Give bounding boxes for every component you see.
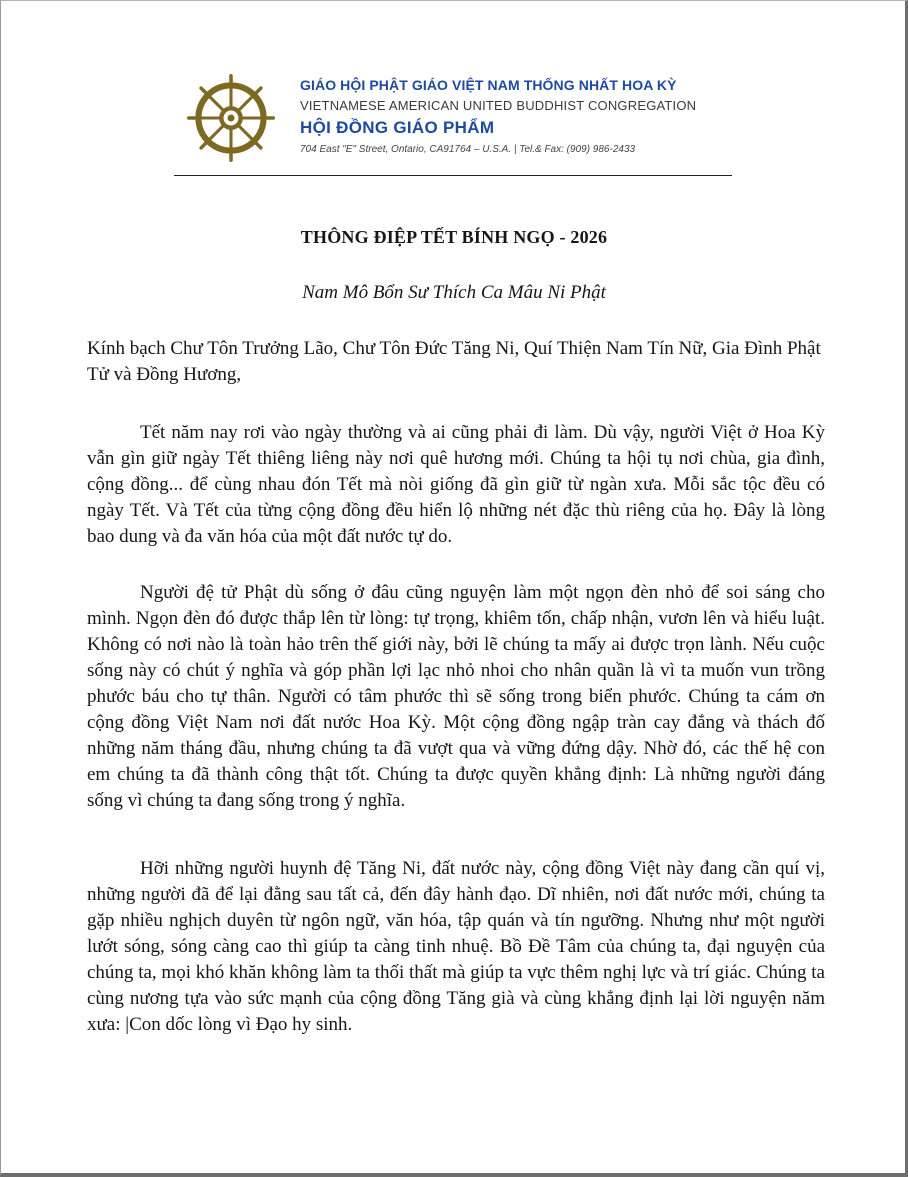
paragraph: Tết năm nay rơi vào ngày thường và ai cũng phải đi làm. Dù vậy, người Việt ở Hoa Kỳ vẫn gìn giữ ngày Tết thiêng liêng này nơi quê hương mới. Chúng ta hội tụ nơi chùa, gia đình, cộng đồng... để cùng nhau đón Tết mà nòi giống đã gìn giữ từ ngàn xưa. Mỗi sắc tộc đều có ngày Tết. Và Tết của từng cộng đồng đều hiển lộ những nét đặc thù riêng của họ. Đây là lòng bao dung và đa văn hóa của một đất nước tự do. xyxy=(87,422,825,547)
council-name: HỘI ĐỒNG GIÁO PHẨM xyxy=(300,118,495,137)
dharma-wheel-icon xyxy=(187,74,275,162)
paragraph: Người đệ tử Phật dù sống ở đâu cũng nguyện làm một ngọn đèn nhỏ để soi sáng cho mình. Ngọn đèn đó được thắp lên từ lòng: tự trọng, khiêm tốn, chấp nhận, vươn lên và hiểu luật. Không có nơi nào là toàn hảo trên thế giới này, bởi lẽ chúng ta mấy ai được trọn lành. Nếu cuộc sống này có chút ý nghĩa và góp phần lợi lạc nhỏ nhoi cho nhân quần là vì ta muốn vun trồng phước báu cho tự thân. Người có tâm phước thì sẽ sống trong biển phước. Chúng ta cám ơn cộng đồng Việt Nam nơi đất nước Hoa Kỳ. Một cộng đồng ngập tràn cay đắng và thách đố những năm tháng đầu, nhưng chúng ta đã vượt qua và vững đứng dậy. Nhờ đó, các thế hệ con em chúng ta đã thành công thật tốt. Chúng ta được quyền khẳng định: Là những người đáng sống vì chúng ta đang sống trong ý nghĩa. xyxy=(87,582,825,811)
invocation: Nam Mô Bổn Sư Thích Ca Mâu Ni Phật xyxy=(302,282,606,303)
letterhead xyxy=(300,77,696,155)
paragraph: Hỡi những người huynh đệ Tăng Ni, đất nước này, cộng đồng Việt này đang cần quí vị, những người đã để lại đằng sau tất cả, đến đây hành đạo. Dĩ nhiên, nơi đất nước mới, chúng ta gặp nhiều nghịch duyên từ ngôn ngữ, văn hóa, tập quán và tín ngưỡng. Nhưng như một người lướt sóng, sóng càng cao thì giúp ta càng tinh nhuệ. Bồ Đề Tâm của chúng ta, đại nguyện của chúng ta, mọi khó khăn không làm ta thối thất mà giúp ta vực thêm nghị lực và trí giác. Chúng ta cùng nương tựa vào sức mạnh của cộng đồng Tăng già và cùng khẳng định lại lời nguyện năm xưa: |Con dốc lòng vì Đạo hy sinh. xyxy=(87,858,825,1035)
org-address: 704 East "E" Street, Ontario, CA91764 – U.S.A. | Tel.& Fax: (909) 986-2433 xyxy=(300,144,636,155)
org-name-english: VIETNAMESE AMERICAN UNITED BUDDHIST CONGREGATION xyxy=(300,98,697,113)
org-name-vietnamese: GIÁO HỘI PHẬT GIÁO VIỆT NAM THỐNG NHẤT HOA KỲ xyxy=(300,77,677,93)
document-title: THÔNG ĐIỆP TẾT BÍNH NGỌ - 2026 xyxy=(300,227,608,247)
salutation: Kính bạch Chư Tôn Trưởng Lão, Chư Tôn Đức Tăng Ni, Quí Thiện Nam Tín Nữ, Gia Đình Phật Tử và Đồng Hương, xyxy=(87,338,821,385)
header-divider xyxy=(174,175,732,176)
